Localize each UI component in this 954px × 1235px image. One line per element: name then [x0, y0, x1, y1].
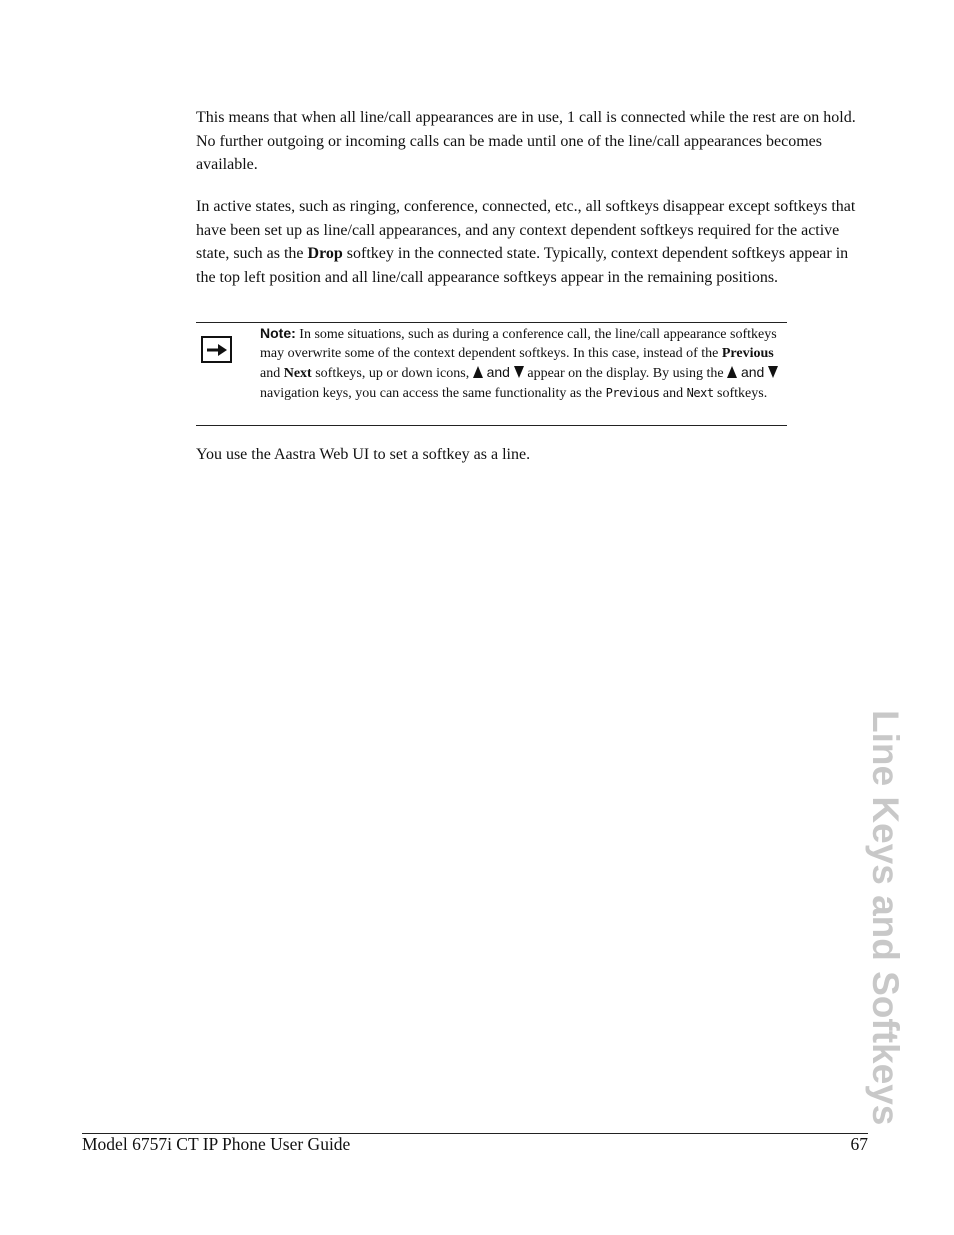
- note-text-4: navigation keys, you can access the same functionality as the: [260, 386, 606, 402]
- note-and-1: and: [260, 366, 284, 382]
- chapter-side-title: Line Keys and Softkeys: [865, 710, 906, 1126]
- note-text-3: appear on the display. By using the: [523, 366, 728, 382]
- paragraph-all-lines-in-use: This means that when all line/call appearances are in use, 1 call is connected while the rest are on hold. No further outgoing or incoming calls can be made until one of the line/call appearances becomes available.: [196, 109, 856, 173]
- note-text-2: softkeys, up or down icons,: [311, 366, 473, 382]
- page-number: 67: [850, 1134, 868, 1154]
- up-triangle-icon: [473, 366, 483, 378]
- note-text: [260, 324, 787, 404]
- note-and-3: and: [737, 364, 769, 381]
- down-navigation-key-icon: [768, 366, 778, 378]
- previous-term: Previous: [721, 345, 774, 361]
- p2-text-2: softkey in the connected state. Typically, context dependent softkeys appear in the top left position and all line/call appearance softkeys appear in the remaining positions.: [196, 245, 849, 286]
- note-box: [196, 322, 787, 426]
- note-text-5: softkeys.: [713, 386, 768, 402]
- note-label: Note:: [260, 325, 296, 341]
- p2-text-1: In active states, such as ringing, conference, connected, etc., all softkeys disappear except softkeys that have been set up as line/call appearances, and any context dependent softkeys required for the active state, such as the: [196, 198, 856, 262]
- previous-display-label: Previous: [605, 386, 660, 401]
- footer-guide-title: Model 6757i CT IP Phone User Guide: [82, 1134, 351, 1154]
- paragraph-web-ui: You use the Aastra Web UI to set a softkey as a line.: [196, 446, 531, 463]
- up-navigation-key-icon: [727, 366, 737, 378]
- down-triangle-icon: [514, 366, 524, 378]
- note-text-1: In some situations, such as during a conference call, the line/call appearance softkeys may overwrite some of the context dependent softkeys. In this case, instead of the: [260, 327, 777, 361]
- note-and-4: and: [659, 386, 687, 402]
- note-and-2: and: [482, 364, 514, 381]
- arrow-right-icon: [201, 336, 232, 363]
- drop-softkey-term: Drop: [307, 245, 343, 262]
- paragraph-active-states: [196, 195, 868, 289]
- next-display-label: Next: [686, 386, 714, 401]
- next-term: Next: [283, 366, 312, 382]
